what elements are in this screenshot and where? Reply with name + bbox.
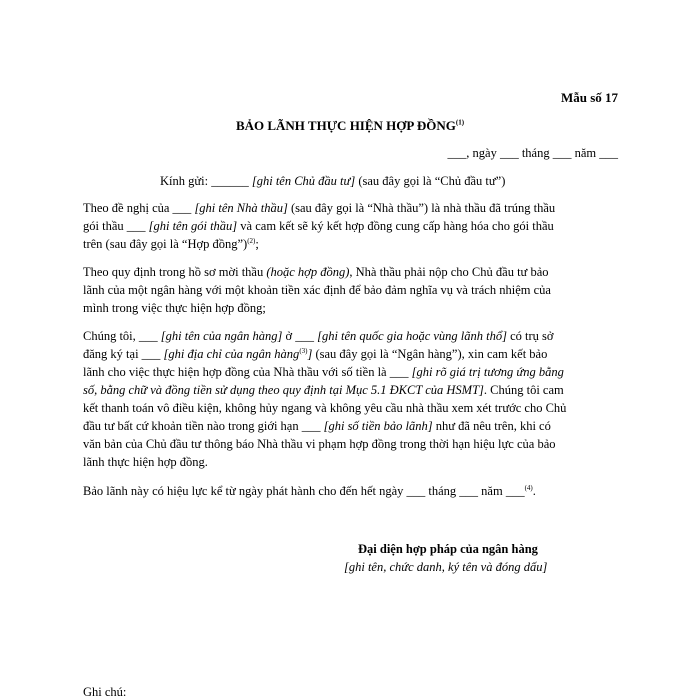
text-run: Theo đề nghị của ___ <box>83 201 195 215</box>
title-text: BẢO LÃNH THỰC HIỆN HỢP ĐỒNG <box>235 118 456 133</box>
text-run: . Chúng tôi cam <box>483 383 564 397</box>
signature-note: [ghi tên, chức danh, ký tên và đóng dấu] <box>344 560 548 574</box>
text-run: . <box>532 484 536 498</box>
text-run: , Nhà thầu phải nộp cho Chủ đầu tư bảo <box>349 265 549 279</box>
text-run: và cam kết sẽ ký kết hợp đồng cung cấp hàng hóa cho gói thầu <box>237 219 554 233</box>
paragraph-request <box>83 199 618 253</box>
placeholder-run: [ghi tên của ngân hàng] <box>160 329 283 343</box>
paragraph-line <box>83 345 618 363</box>
footnote-marker: (2) <box>247 236 256 245</box>
text-run: (sau đây gọi là “Ngân hàng”), xin cam kết bảo <box>312 347 548 361</box>
paragraph-line <box>83 417 618 435</box>
text-run: đầu tư bất cứ khoản tiền nào trong giới hạn ___ <box>83 419 324 433</box>
text-run: Chúng tôi, ___ <box>83 329 161 343</box>
recipient-suffix: (sau đây gọi là “Chủ đầu tư”) <box>355 174 506 188</box>
text-run: đăng ký tại ___ <box>83 347 164 361</box>
paragraph-line <box>83 217 618 235</box>
text-run: Theo quy định trong hồ sơ mời thầu <box>83 265 267 279</box>
paragraph-line: lãnh thực hiện hợp đồng. <box>83 455 208 469</box>
text-run: trên (sau đây gọi là “Hợp đồng”) <box>83 237 248 251</box>
placeholder-run: [ghi rõ giá trị tương ứng bằng <box>411 365 564 379</box>
paragraph-line <box>83 363 618 381</box>
placeholder-run: ] <box>307 347 313 361</box>
paragraph-line <box>83 482 618 500</box>
footnote-marker: (4) <box>524 483 533 492</box>
placeholder-run: [ghi địa chỉ của ngân hàng <box>163 347 300 361</box>
date-line: ___, ngày ___ tháng ___ năm ___ <box>447 146 618 160</box>
text-run: lãnh cho việc thực hiện hợp đồng của Nhà thầu với số tiền là ___ <box>83 365 412 379</box>
signature-title: Đại diện hợp pháp của ngân hàng <box>358 542 538 556</box>
text-run: (sau đây gọi là “Nhà thầu”) là nhà thầu đã trúng thầu <box>287 201 556 215</box>
paragraph-line: văn bản của Chủ đầu tư thông báo Nhà thầu vi phạm hợp đồng trong thời hạn hiệu lực của bảo <box>83 437 556 451</box>
paragraph-line <box>83 327 618 345</box>
text-run: Bảo lãnh này có hiệu lực kể từ ngày phát hành cho đến hết ngày ___ tháng ___ năm ___ <box>83 484 525 498</box>
paragraph-regulation <box>83 263 618 317</box>
text-run: ở ___ <box>282 329 318 343</box>
recipient-line <box>160 174 505 189</box>
paragraph-line <box>83 263 618 281</box>
recipient-placeholder: [ghi tên Chủ đầu tư] <box>251 174 356 188</box>
text-run: có trụ sở <box>507 329 554 343</box>
placeholder-run: (hoặc hợp đồng) <box>266 265 350 279</box>
placeholder-run: [ghi số tiền bảo lãnh] <box>323 419 433 433</box>
paragraph-line <box>83 199 618 217</box>
document-title <box>0 118 700 134</box>
paragraph-line <box>83 235 618 253</box>
placeholder-run: [ghi tên gói thầu] <box>148 219 238 233</box>
paragraph-line <box>83 381 618 399</box>
text-run: gói thầu ___ <box>83 219 149 233</box>
notes-heading: Ghi chú: <box>83 685 127 699</box>
placeholder-run: [ghi tên quốc gia hoặc vùng lãnh thổ] <box>317 329 507 343</box>
recipient-label: Kính gửi: ______ <box>160 174 252 188</box>
form-number: Mẫu số 17 <box>560 90 618 105</box>
paragraph-line: kết thanh toán vô điều kiện, không hủy ngang và không yêu cầu nhà thầu xem xét trước cho Chủ <box>83 401 567 415</box>
paragraph-bank-commitment <box>83 327 618 471</box>
placeholder-run: số, bằng chữ và đồng tiền sử dụng theo quy định tại Mục 5.1 ĐKCT của HSMT] <box>83 383 484 397</box>
text-run: ; <box>255 237 259 251</box>
footnote-marker: (3) <box>299 346 308 355</box>
paragraph-line: mình trong việc thực hiện hợp đồng; <box>83 301 266 315</box>
paragraph-line: lãnh của một ngân hàng với một khoản tiền xác định để bảo đảm nghĩa vụ và trách nhiệm của <box>83 283 551 297</box>
text-run: như đã nêu trên, khi có <box>432 419 551 433</box>
placeholder-run: [ghi tên Nhà thầu] <box>194 201 288 215</box>
title-footnote: (1) <box>455 118 465 127</box>
paragraph-validity <box>83 482 618 500</box>
